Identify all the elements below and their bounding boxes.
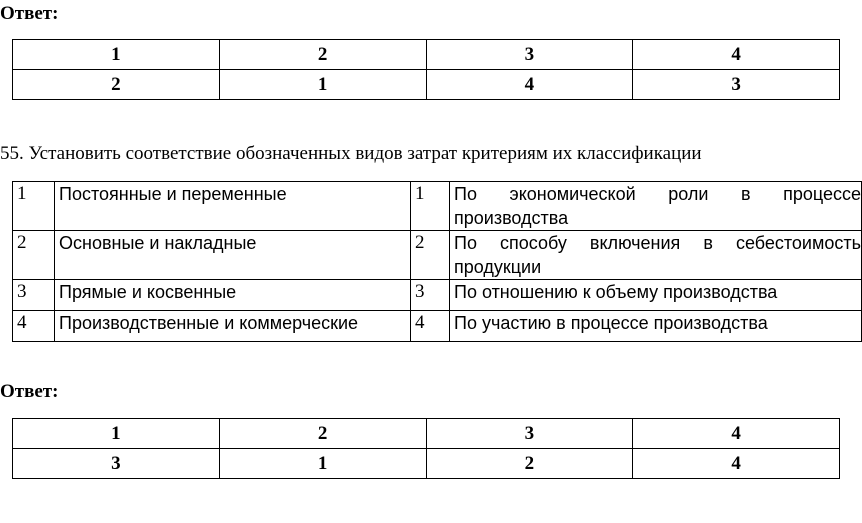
table-cell: 4 (633, 419, 840, 449)
answer-table-2 (12, 418, 840, 479)
table-cell: 2 (219, 419, 426, 449)
answer-table-1 (12, 39, 840, 100)
table-row (13, 182, 862, 231)
table-cell: 3 (13, 280, 55, 311)
table-row (13, 419, 840, 449)
table-cell: Производственные и коммерческие (55, 311, 411, 342)
table-cell: 1 (13, 182, 55, 231)
table-row (13, 280, 862, 311)
table-cell: 1 (219, 70, 426, 100)
answer-label-1: Ответ: (0, 3, 59, 24)
table-cell: По участию в процессе производства (450, 311, 862, 342)
table-cell: 3 (426, 419, 633, 449)
answer-label-2: Ответ: (0, 381, 59, 402)
table-cell: 1 (411, 182, 450, 231)
table-cell: 2 (13, 70, 220, 100)
table-row (13, 40, 840, 70)
table-cell: 2 (411, 231, 450, 280)
table-cell: 1 (219, 449, 426, 479)
matching-table (12, 181, 862, 342)
table-cell: По способу включения в себестоимость продукции (450, 231, 862, 280)
table-cell: 1 (13, 40, 220, 70)
table-row (13, 70, 840, 100)
table-cell: 1 (13, 419, 220, 449)
table-cell: 4 (426, 70, 633, 100)
table-row (13, 231, 862, 280)
table-cell: 2 (426, 449, 633, 479)
table-cell: Основные и накладные (55, 231, 411, 280)
table-cell: 4 (13, 311, 55, 342)
table-cell: Постоянные и переменные (55, 182, 411, 231)
table-cell: 4 (633, 40, 840, 70)
table-cell: 3 (411, 280, 450, 311)
table-row (13, 311, 862, 342)
table-cell: По экономической роли в процессе производства (450, 182, 862, 231)
table-cell: 2 (13, 231, 55, 280)
table-cell: 4 (633, 449, 840, 479)
table-cell: Прямые и косвенные (55, 280, 411, 311)
table-cell: 3 (633, 70, 840, 100)
table-cell: 2 (219, 40, 426, 70)
table-cell: 3 (13, 449, 220, 479)
table-cell: По отношению к объему производства (450, 280, 862, 311)
table-row (13, 449, 840, 479)
table-cell: 3 (426, 40, 633, 70)
question-text: 55. Установить соответствие обозначенных видов затрат критериям их классификации (0, 143, 702, 164)
table-cell: 4 (411, 311, 450, 342)
